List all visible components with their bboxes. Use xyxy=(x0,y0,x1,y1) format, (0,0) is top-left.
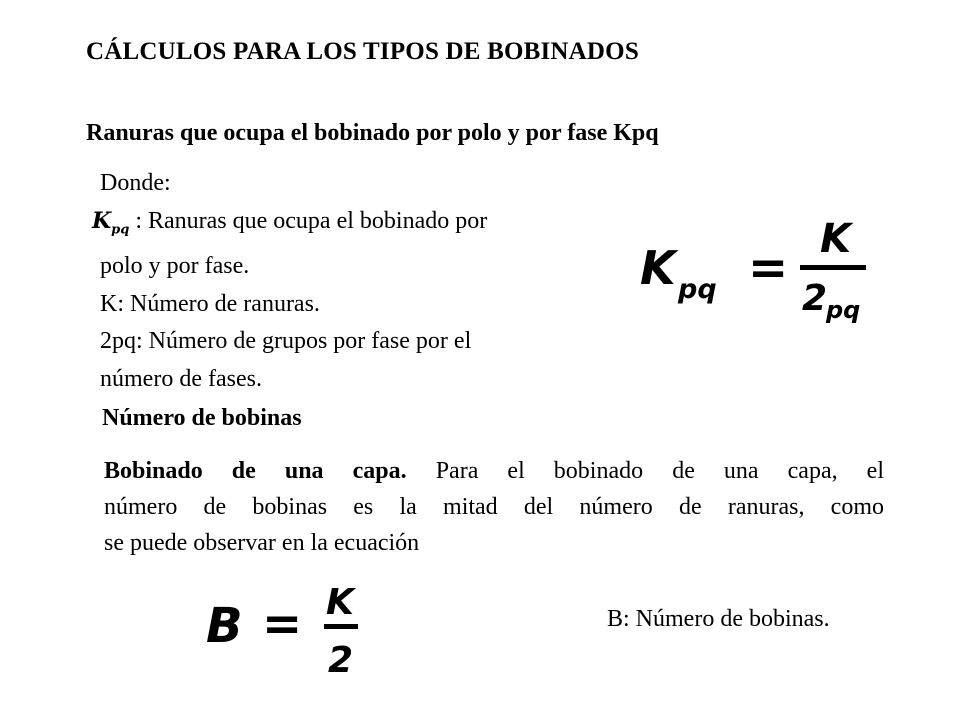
kpq-formula-denominator: 2 xyxy=(802,278,828,319)
kpq-definitions xyxy=(92,165,640,398)
kpq-formula-lhs-sub: pq xyxy=(678,274,717,305)
b-formula-lhs: B xyxy=(206,598,243,654)
kpq-inline-symbol: $K_{pq}$ xyxy=(92,207,130,237)
paragraph-lead: Bobinado de una capa. xyxy=(104,458,407,484)
kpq-formula-numerator: K xyxy=(820,218,851,262)
paragraph-line-2: número de bobinas es la mitad del número de ranuras, como xyxy=(104,494,884,520)
kpq-definition-text: : Ranuras que ocupa el bobinado por xyxy=(129,207,488,234)
kpq-formula-lhs: K xyxy=(640,241,676,295)
b-formula-equals: = xyxy=(262,596,303,652)
b-fraction-bar xyxy=(324,624,358,629)
kpq-formula-denominator-sub: pq xyxy=(826,296,861,324)
k-definition: K: Número de ranuras. xyxy=(100,290,320,317)
kpq-definition-cont: polo y por fase. xyxy=(100,253,250,280)
single-layer-paragraph xyxy=(104,453,884,561)
definitions-intro: Donde: xyxy=(100,170,171,196)
kpq-definition-line xyxy=(92,203,640,249)
page-title: CÁLCULOS PARA LOS TIPOS DE BOBINADOS xyxy=(86,38,639,65)
kpq-fraction-bar xyxy=(800,265,866,270)
section-title-bobinas: Número de bobinas xyxy=(102,405,302,431)
paragraph-line-3: se puede observar en la ecuación xyxy=(104,530,420,556)
kpq-formula-equals: = xyxy=(748,240,789,296)
twopq-definition-2: número de fases. xyxy=(100,365,262,392)
kpq-subtitle: Ranuras que ocupa el bobinado por polo y por fase Kpq xyxy=(86,120,659,146)
kpq-formula xyxy=(636,218,886,330)
paragraph-line-1: Bobinado de una capa. Para el bobinado de una capa, el xyxy=(104,458,884,484)
twopq-definition-1: 2pq: Número de grupos por fase por el xyxy=(100,328,472,355)
b-formula-denominator: 2 xyxy=(328,640,354,681)
b-definition: B: Número de bobinas. xyxy=(607,606,830,632)
b-formula xyxy=(200,582,380,682)
b-formula-numerator: K xyxy=(326,582,354,623)
